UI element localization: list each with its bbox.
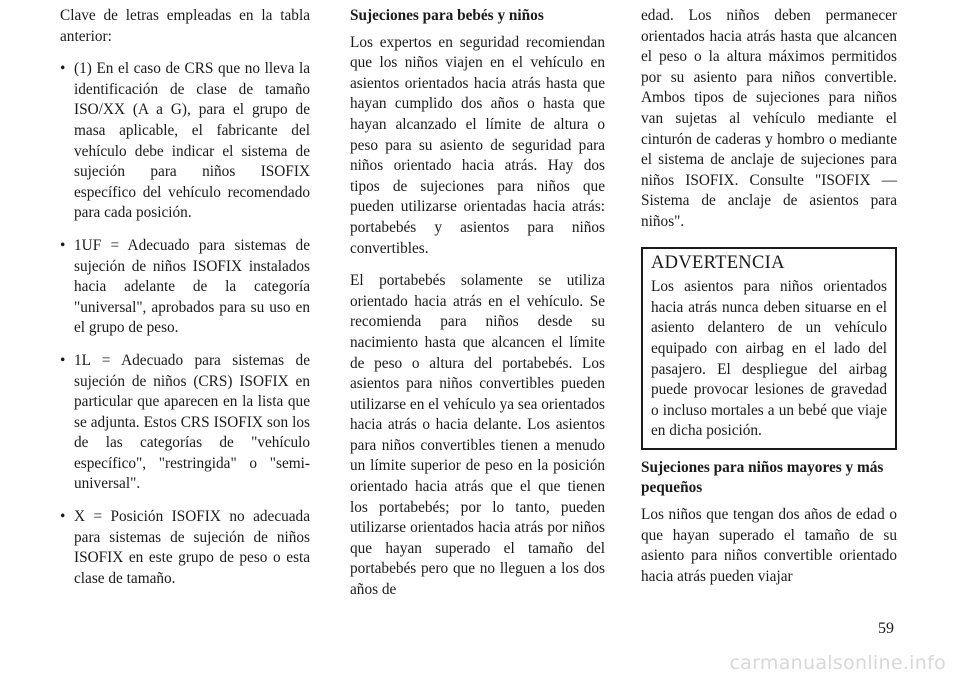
paragraph: Los niños que tengan dos años de edad o que hayan superado el tamaño de su asiento para niños convertible orientado hacia atrás pueden viajar <box>641 506 897 585</box>
bullet-icon: • <box>60 508 66 526</box>
warning-text: Los asientos para niños orientados hacia atrás nunca deben situarse en el asiento delantero de un vehículo equipado con airbag en el lado del pasajero. El despliegue del airbag puede provocar lesiones de gravedad o incluso mortales a un bebé que viaje en dicha posición. <box>651 278 887 440</box>
list-item <box>60 351 310 495</box>
left-column <box>60 6 310 601</box>
middle-column <box>350 6 605 613</box>
list-item-text: 1L = Adecuado para sistemas de sujeción de niños (CRS) ISOFIX en particular que aparecen en la lista que se adjunta. Estos CRS ISOFIX son los de las categorías de "vehículo específico", "restringida" o "semi-universal". <box>74 351 310 493</box>
bullet-icon: • <box>60 351 66 369</box>
bullet-icon: • <box>60 60 66 78</box>
paragraph: El portabebés solamente se utiliza orientado hacia atrás en el vehículo. Se recomienda para niños desde su nacimiento hasta que alcancen el límite de peso o altura del portabebés. Los asientos para niños convertibles pueden utilizarse en el vehículo ya sea orientados hacia atrás o hacia delante. Los asientos para niños convertibles tienen a menudo un límite superior de peso en la posición orientado hacia atrás que el que tienen los portabebés; por lo tanto, pueden utilizarse orientados hacia atrás por niños que hayan superado el tamaño del portabebés pero que no lleguen a los dos años de <box>350 272 605 599</box>
list-item-text: 1UF = Adecuado para sistemas de sujeción de niños ISOFIX instalados hacia adelante de la categoría "universal", aprobados para su uso en el grupo de peso. <box>74 236 310 337</box>
list-item <box>60 507 310 589</box>
section-heading: Sujeciones para niños mayores y más pequeños <box>641 458 884 497</box>
section-heading: Sujeciones para bebés y niños <box>350 7 544 24</box>
list-item <box>60 236 310 339</box>
right-column <box>641 6 897 599</box>
warning-title: ADVERTENCIA <box>651 252 785 273</box>
page-number: 59 <box>878 620 894 637</box>
paragraph: edad. Los niños deben permanecer orientados hacia atrás hasta que alcancen el peso o la altura máximos permitidos por su asiento para niños convertible. Ambos tipos de sujeciones para niños van sujetas al vehículo mediante el cinturón de caderas y hombro o mediante el sistema de anclaje de sujeciones para niños ISOFIX. Consulte "ISOFIX — Sistema de anclaje de asientos para niños". <box>641 7 897 230</box>
list-item-text: (1) En el caso de CRS que no lleva la identificación de clase de tamaño ISO/XX (A a G), para el grupo de masa aplicable, el fabricante del vehículo debe indicar el sistema de sujeción para niños ISOFIX específico del vehículo recomendado para cada posición. <box>74 60 310 222</box>
list-item-text: X = Posición ISOFIX no adecuada para sistemas de sujeción de niños ISOFIX en este grupo de peso o esta clase de tamaño. <box>74 508 310 587</box>
list-item <box>60 59 310 224</box>
intro-text: Clave de letras empleadas en la tabla anterior: <box>60 7 310 45</box>
paragraph: Los expertos en seguridad recomiendan que los niños viajen en el vehículo en asientos orientados hacia atrás hasta que hayan cumplido dos años o hasta que hayan alcanzado el límite de altura o peso para su asiento de seguridad para niños orientado hacia atrás. Hay dos tipos de sujeciones para niños que pueden utilizarse orientadas hacia atrás: portabebés y asientos para niños convertibles. <box>350 33 605 257</box>
bullet-icon: • <box>60 236 66 254</box>
watermark: carmanualsonline.info <box>729 652 946 674</box>
warning-box <box>641 247 897 450</box>
